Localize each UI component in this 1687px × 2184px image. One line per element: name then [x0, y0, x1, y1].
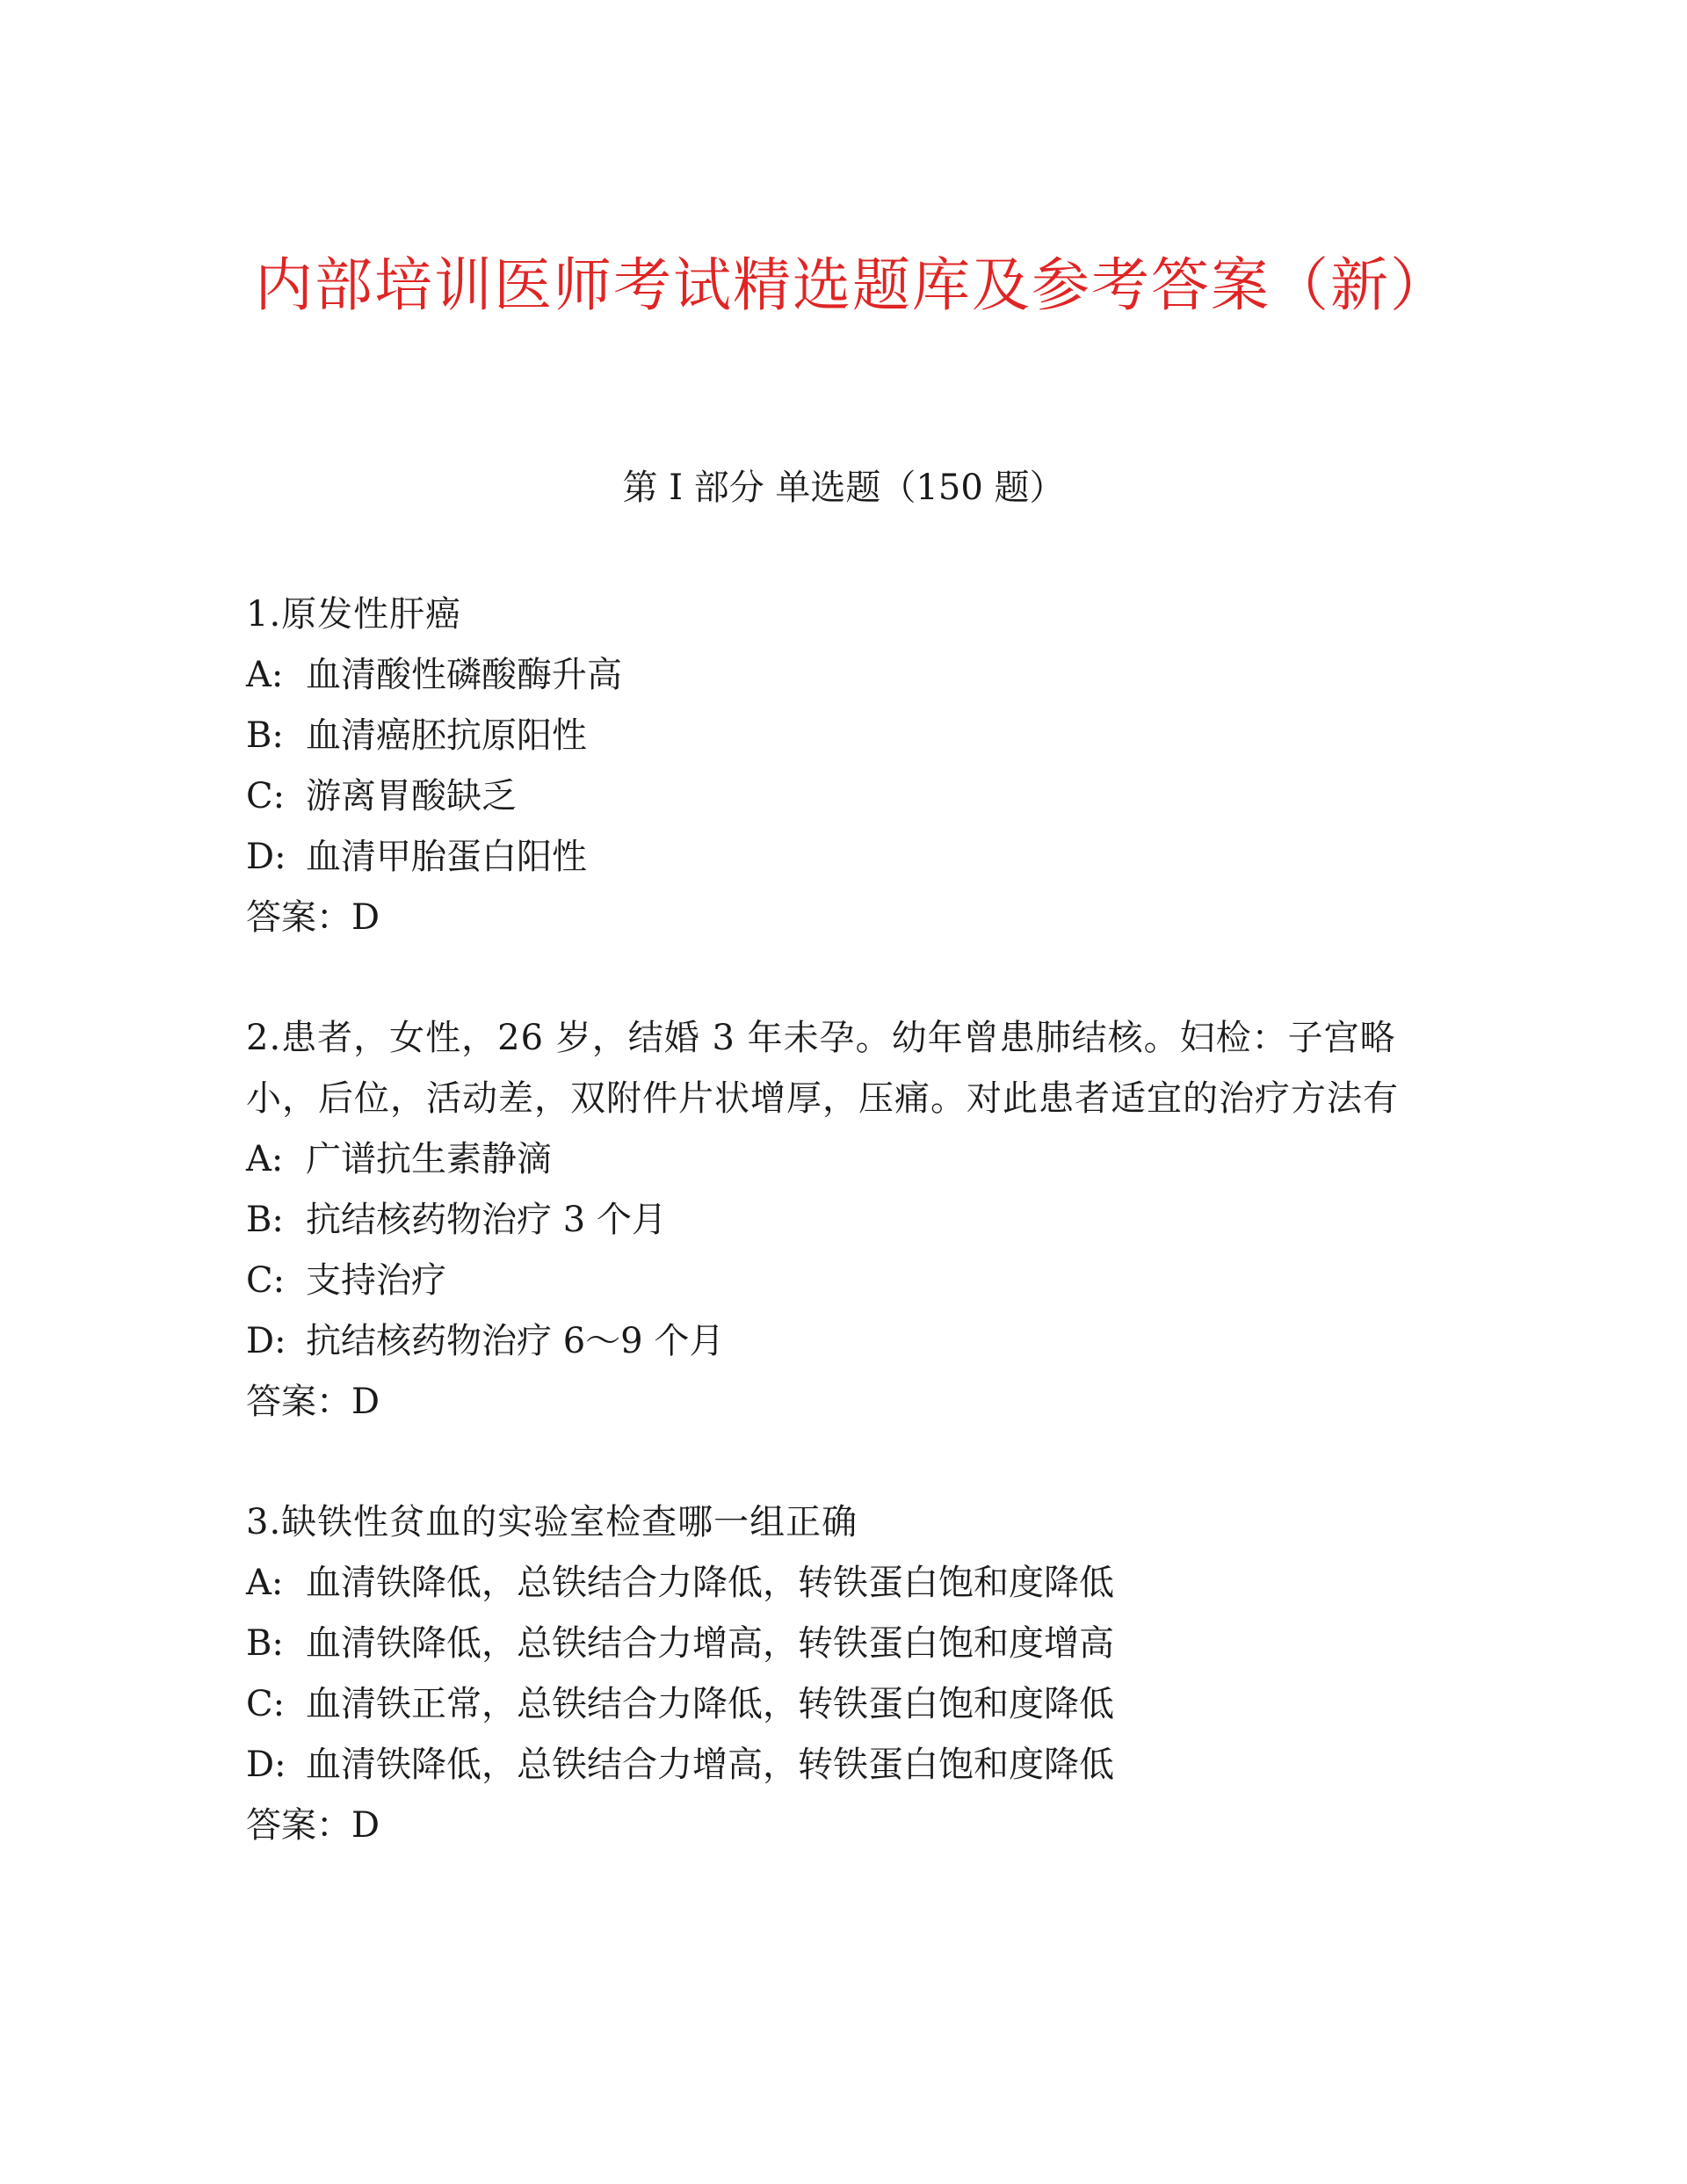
option-text: 抗结核药物治疗 6～9 个月 — [306, 1321, 725, 1361]
option-letter: D: — [246, 1745, 286, 1785]
option-text: 血清甲胎蛋白阳性 — [306, 837, 587, 877]
option-text: 抗结核药物治疗 3 个月 — [306, 1200, 667, 1240]
option-letter: B: — [246, 1623, 284, 1664]
question-text: 3.缺铁性贫血的实验室检查哪一组正确 — [246, 1502, 858, 1542]
question-3 — [246, 1492, 1423, 1856]
option-d — [246, 1735, 1423, 1796]
section-title: 第 I 部分 单选题（150 题） — [622, 468, 1065, 508]
option-c — [246, 1674, 1423, 1735]
question-list — [246, 584, 1423, 1916]
option-letter: A: — [246, 1139, 284, 1179]
option-letter: B: — [246, 1200, 284, 1240]
option-text: 血清铁降低，总铁结合力增高，转铁蛋白饱和度增高 — [306, 1623, 1114, 1664]
option-text: 游离胃酸缺乏 — [306, 776, 517, 816]
answer: 答案：D — [246, 1382, 380, 1422]
option-text: 血清酸性磷酸酶升高 — [306, 655, 622, 695]
option-b — [246, 1190, 1423, 1251]
option-c — [246, 1251, 1423, 1311]
option-text: 支持治疗 — [306, 1260, 446, 1301]
option-b — [246, 706, 1423, 766]
option-letter: A: — [246, 1563, 284, 1603]
question-text: 2.患者，女性，26 岁，结婚 3 年未孕。幼年曾患肺结核。妇检：子宫略小，后位，活动差，双附件片状增厚，压痛。对此患者适宜的治疗方法有 — [246, 1018, 1399, 1119]
option-text: 血清癌胚抗原阳性 — [306, 715, 587, 756]
question-1 — [246, 584, 1423, 948]
option-letter: D: — [246, 837, 286, 877]
option-text: 血清铁正常，总铁结合力降低，转铁蛋白饱和度降低 — [306, 1684, 1114, 1724]
option-letter: D: — [246, 1321, 286, 1361]
option-c — [246, 766, 1423, 827]
option-d — [246, 1311, 1423, 1372]
option-text: 血清铁降低，总铁结合力降低，转铁蛋白饱和度降低 — [306, 1563, 1114, 1603]
option-letter: B: — [246, 715, 284, 756]
option-b — [246, 1614, 1423, 1674]
option-letter: C: — [246, 1260, 286, 1301]
option-a — [246, 1129, 1423, 1190]
question-2 — [246, 1008, 1423, 1433]
option-text: 血清铁降低，总铁结合力增高，转铁蛋白饱和度降低 — [306, 1745, 1114, 1785]
answer: 答案：D — [246, 897, 380, 938]
option-d — [246, 827, 1423, 888]
option-a — [246, 1553, 1423, 1614]
option-a — [246, 645, 1423, 706]
option-letter: A: — [246, 655, 284, 695]
document-title: 内部培训医师考试精选题库及参考答案（新） — [255, 251, 1450, 319]
option-letter: C: — [246, 776, 286, 816]
option-letter: C: — [246, 1684, 286, 1724]
question-text: 1.原发性肝癌 — [246, 594, 462, 635]
answer: 答案：D — [246, 1805, 380, 1846]
option-text: 广谱抗生素静滴 — [306, 1139, 552, 1179]
